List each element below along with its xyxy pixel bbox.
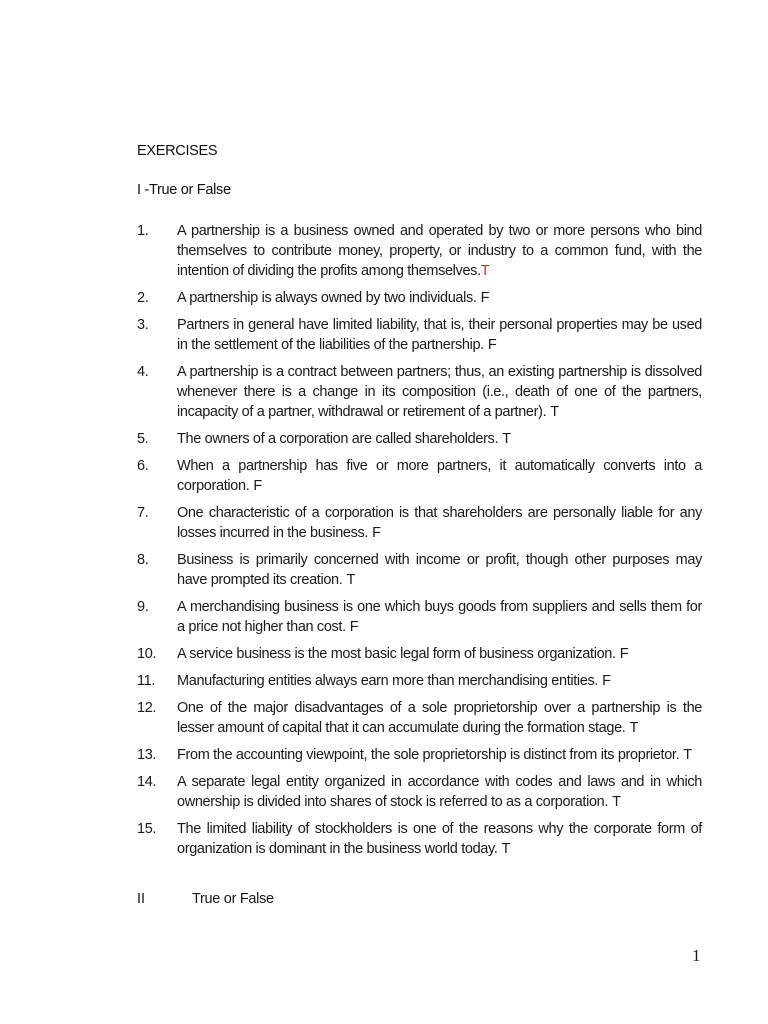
item-text: A partnership is a contract between partners; thus, an existing partnership is dissolved whenever there is a change in its composition (i.e., death of one of the partners, incapacity of a partner, withdrawal or retirement of a partner). (177, 364, 702, 420)
section-2-number: II (137, 891, 146, 907)
list-item (137, 429, 702, 449)
item-text: Manufacturing entities always earn more than merchandising entities. (177, 673, 599, 689)
list-item (137, 288, 702, 308)
page-title: EXERCISES (137, 143, 218, 159)
item-text: A service business is the most basic legal form of business organization. (177, 646, 616, 662)
page-number: 1 (692, 946, 701, 965)
item-text: A merchandising business is one which buys goods from suppliers and sells them for a price not higher than cost. (177, 599, 702, 635)
item-answer: F (253, 478, 262, 494)
item-answer: F (619, 646, 629, 662)
list-item (137, 644, 702, 664)
list-item (137, 456, 702, 496)
list-item (137, 671, 702, 691)
section-1-heading: I -True or False (137, 182, 231, 198)
item-number: 14. (137, 774, 157, 790)
item-number: 6. (137, 458, 149, 474)
list-item (137, 362, 702, 422)
item-number: 11. (137, 673, 156, 689)
item-number: 1. (137, 223, 149, 239)
item-text: One of the major disadvantages of a sole proprietorship over a partnership is the lesser amount of capital that it can accumulate during the formation stage. (177, 700, 702, 736)
item-number: 2. (137, 290, 149, 306)
item-answer: F (602, 673, 611, 689)
list-item (137, 597, 702, 637)
item-answer: T (480, 263, 490, 279)
item-text: A partnership is a business owned and operated by two or more persons who bind themselves to contribute money, property, or industry to a common fund, with the intention of dividing the profits among themselves. (177, 223, 702, 279)
list-item (137, 772, 702, 812)
item-number: 7. (137, 505, 149, 521)
item-answer: F (372, 525, 381, 541)
item-answer: T (550, 404, 559, 420)
item-answer: F (480, 290, 490, 306)
item-number: 5. (137, 431, 149, 447)
item-answer: T (683, 747, 692, 763)
item-number: 9. (137, 599, 149, 615)
item-answer: T (612, 794, 621, 810)
list-item (137, 221, 702, 281)
item-text: The owners of a corporation are called shareholders. (177, 431, 499, 447)
item-text: From the accounting viewpoint, the sole proprietorship is distinct from its proprietor. (177, 747, 680, 763)
item-answer: T (501, 841, 511, 857)
item-number: 10. (137, 646, 157, 662)
item-answer: T (629, 720, 638, 736)
question-list (137, 221, 702, 866)
item-text: Business is primarily concerned with income or profit, though other purposes may have prompted its creation. (177, 552, 702, 588)
item-text: Partners in general have limited liability, that is, their personal properties may be used in the settlement of the liabilities of the partnership. (177, 317, 702, 353)
item-number: 13. (137, 747, 157, 763)
item-answer: F (349, 619, 359, 635)
item-number: 4. (137, 364, 149, 380)
list-item (137, 698, 702, 738)
item-text: A partnership is always owned by two individuals. (177, 290, 477, 306)
list-item (137, 550, 702, 590)
list-item (137, 315, 702, 355)
item-text: When a partnership has five or more partners, it automatically converts into a corporation. (177, 458, 702, 494)
item-answer: T (502, 431, 511, 447)
item-text: A separate legal entity organized in accordance with codes and laws and in which ownership is divided into shares of stock is referred to as a corporation. (177, 774, 702, 810)
list-item (137, 819, 702, 859)
list-item (137, 503, 702, 543)
item-number: 3. (137, 317, 149, 333)
item-answer: F (487, 337, 497, 353)
item-number: 8. (137, 552, 149, 568)
item-answer: T (346, 572, 355, 588)
item-number: 12. (137, 700, 157, 716)
section-2-heading: True or False (192, 891, 274, 907)
list-item (137, 745, 702, 765)
item-text: One characteristic of a corporation is that shareholders are personally liable for any losses incurred in the business. (177, 505, 702, 541)
item-number: 15. (137, 821, 157, 837)
item-text: The limited liability of stockholders is one of the reasons why the corporate form of organization is dominant in the business world today. (177, 821, 702, 857)
